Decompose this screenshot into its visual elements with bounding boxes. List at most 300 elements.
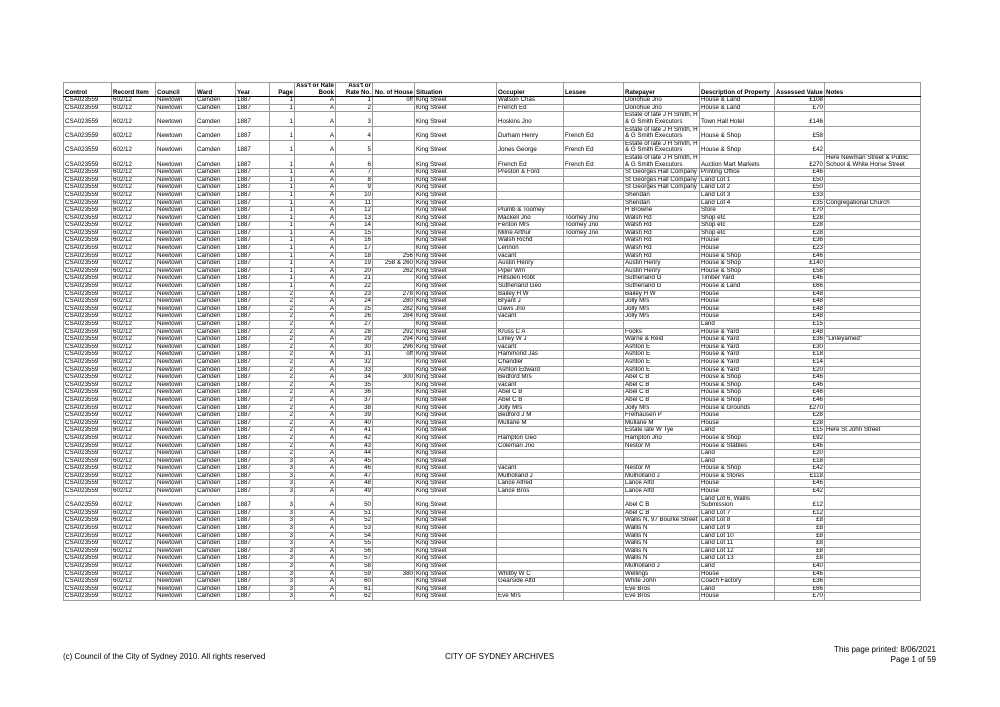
cell-occupier: vacant xyxy=(497,465,564,473)
cell-house-no: 284 xyxy=(373,313,415,321)
cell-house-no xyxy=(373,585,415,593)
cell-ward: Camden xyxy=(196,525,236,533)
cell-ward: Camden xyxy=(196,252,236,260)
cell-rate-book: A xyxy=(295,374,336,382)
cell-assessed-value: £146 xyxy=(775,112,825,126)
table-row xyxy=(64,169,921,177)
cell-council: Newtown xyxy=(156,585,196,593)
cell-control: CSA023559 xyxy=(64,525,112,533)
cell-occupier: Hoskins Jno xyxy=(497,112,564,126)
cell-page: 1 xyxy=(270,191,295,199)
cell-year: 1887 xyxy=(236,260,270,268)
table-row xyxy=(64,381,921,389)
cell-ratepayer: Ashton E xyxy=(624,351,700,359)
cell-control: CSA023559 xyxy=(64,207,112,215)
cell-control: CSA023559 xyxy=(64,313,112,321)
table-row xyxy=(64,434,921,442)
cell-assessed-value: £12 xyxy=(775,495,825,509)
cell-description: Land Lot 9 xyxy=(700,525,775,533)
cell-house-no xyxy=(373,488,415,496)
cell-house-no: 380 xyxy=(373,570,415,578)
cell-house-no xyxy=(373,126,415,140)
cell-year: 1887 xyxy=(236,389,270,397)
cell-situation: King Street xyxy=(415,351,497,359)
cell-control: CSA023559 xyxy=(64,104,112,112)
cell-record-item: 602/12 xyxy=(112,532,156,540)
col-year: Year xyxy=(236,83,270,97)
cell-record-item: 602/12 xyxy=(112,267,156,275)
cell-description: House & Grounds xyxy=(700,404,775,412)
cell-page: 1 xyxy=(270,154,295,168)
cell-year: 1887 xyxy=(236,191,270,199)
cell-year: 1887 xyxy=(236,570,270,578)
cell-ratepayer: Wallis N xyxy=(624,547,700,555)
cell-house-no xyxy=(373,176,415,184)
cell-year: 1887 xyxy=(236,434,270,442)
cell-notes: Congregational Church xyxy=(825,199,921,207)
cell-control: CSA023559 xyxy=(64,97,112,105)
cell-lessee xyxy=(564,578,624,586)
cell-description: House & Shop xyxy=(700,252,775,260)
cell-record-item: 602/12 xyxy=(112,298,156,306)
cell-record-item: 602/12 xyxy=(112,480,156,488)
cell-ward: Camden xyxy=(196,434,236,442)
cell-control: CSA023559 xyxy=(64,336,112,344)
cell-page: 3 xyxy=(270,480,295,488)
table-row xyxy=(64,191,921,199)
cell-assessed-value: £70 xyxy=(775,207,825,215)
cell-notes xyxy=(825,104,921,112)
cell-year: 1887 xyxy=(236,313,270,321)
cell-year: 1887 xyxy=(236,321,270,329)
cell-ratepayer: Jolly Mrs xyxy=(624,305,700,313)
cell-rate-book: A xyxy=(295,252,336,260)
cell-ratepayer: Abel C B xyxy=(624,509,700,517)
cell-rate-no: 54 xyxy=(336,532,373,540)
cell-notes xyxy=(825,229,921,237)
cell-situation: King Street xyxy=(415,585,497,593)
cell-assessed-value: £15 xyxy=(775,321,825,329)
col-control: Control xyxy=(64,83,112,97)
cell-assessed-value: £58 xyxy=(775,126,825,140)
cell-ward: Camden xyxy=(196,140,236,154)
cell-rate-no: 58 xyxy=(336,563,373,571)
cell-council: Newtown xyxy=(156,509,196,517)
cell-year: 1887 xyxy=(236,343,270,351)
cell-rate-book: A xyxy=(295,112,336,126)
cell-notes xyxy=(825,275,921,283)
cell-occupier: Lance Bros xyxy=(497,488,564,496)
cell-description: Land Lot 13 xyxy=(700,555,775,563)
cell-description: House & Shop xyxy=(700,389,775,397)
table-row xyxy=(64,275,921,283)
cell-house-no xyxy=(373,450,415,458)
table-row xyxy=(64,184,921,192)
cell-ratepayer: Walsh Rd xyxy=(624,222,700,230)
col-lessee: Lessee xyxy=(564,83,624,97)
cell-council: Newtown xyxy=(156,328,196,336)
cell-rate-book: A xyxy=(295,104,336,112)
cell-ward: Camden xyxy=(196,313,236,321)
cell-occupier xyxy=(497,495,564,509)
cell-house-no: 292 xyxy=(373,328,415,336)
cell-notes xyxy=(825,245,921,253)
cell-notes xyxy=(825,328,921,336)
cell-situation: King Street xyxy=(415,112,497,126)
table-row xyxy=(64,457,921,465)
col-occupier: Occupier xyxy=(497,83,564,97)
cell-description: House & Stores xyxy=(700,472,775,480)
cell-notes xyxy=(825,457,921,465)
cell-year: 1887 xyxy=(236,336,270,344)
cell-description: House & Shop xyxy=(700,374,775,382)
table-row xyxy=(64,509,921,517)
cell-page: 1 xyxy=(270,184,295,192)
cell-ward: Camden xyxy=(196,267,236,275)
cell-control: CSA023559 xyxy=(64,321,112,329)
cell-occupier: Abel C B xyxy=(497,396,564,404)
cell-situation: King Street xyxy=(415,321,497,329)
cell-record-item: 602/12 xyxy=(112,290,156,298)
cell-council: Newtown xyxy=(156,532,196,540)
cell-occupier: Sutherland Geo xyxy=(497,283,564,291)
cell-ward: Camden xyxy=(196,532,236,540)
cell-lessee xyxy=(564,191,624,199)
cell-rate-book: A xyxy=(295,169,336,177)
cell-situation: King Street xyxy=(415,427,497,435)
cell-situation: King Street xyxy=(415,525,497,533)
cell-ratepayer: Walsh Rd xyxy=(624,237,700,245)
cell-ward: Camden xyxy=(196,465,236,473)
cell-rate-book: A xyxy=(295,199,336,207)
cell-record-item: 602/12 xyxy=(112,222,156,230)
cell-lessee xyxy=(564,495,624,509)
table-row xyxy=(64,260,921,268)
cell-situation: King Street xyxy=(415,283,497,291)
cell-ward: Camden xyxy=(196,283,236,291)
cell-ratepayer: Frelhausen P xyxy=(624,412,700,420)
cell-situation: King Street xyxy=(415,267,497,275)
cell-description: Timber Yard xyxy=(700,275,775,283)
cell-control: CSA023559 xyxy=(64,176,112,184)
cell-situation: King Street xyxy=(415,412,497,420)
cell-house-no: 262 xyxy=(373,267,415,275)
cell-occupier: Linley W J xyxy=(497,336,564,344)
table-row xyxy=(64,389,921,397)
cell-ratepayer: Wellings xyxy=(624,570,700,578)
cell-occupier: French Ed xyxy=(497,104,564,112)
cell-notes xyxy=(825,578,921,586)
cell-occupier: vacant xyxy=(497,343,564,351)
table-row xyxy=(64,154,921,168)
cell-council: Newtown xyxy=(156,112,196,126)
cell-record-item: 602/12 xyxy=(112,97,156,105)
cell-rate-no: 59 xyxy=(336,570,373,578)
cell-ratepayer: Walsh Rd xyxy=(624,214,700,222)
cell-assessed-value: £40 xyxy=(775,563,825,571)
cell-council: Newtown xyxy=(156,126,196,140)
cell-situation: King Street xyxy=(415,472,497,480)
table-row xyxy=(64,555,921,563)
cell-rate-book: A xyxy=(295,313,336,321)
cell-occupier xyxy=(497,585,564,593)
cell-record-item: 602/12 xyxy=(112,381,156,389)
cell-rate-no: 28 xyxy=(336,328,373,336)
cell-ward: Camden xyxy=(196,578,236,586)
cell-page: 2 xyxy=(270,374,295,382)
cell-notes xyxy=(825,555,921,563)
table-row xyxy=(64,104,921,112)
cell-rate-book: A xyxy=(295,532,336,540)
cell-occupier: Lennon xyxy=(497,245,564,253)
cell-ward: Camden xyxy=(196,358,236,366)
cell-lessee xyxy=(564,570,624,578)
cell-rate-no: 41 xyxy=(336,427,373,435)
cell-record-item: 602/12 xyxy=(112,351,156,359)
cell-assessed-value: £270 xyxy=(775,154,825,168)
cell-year: 1887 xyxy=(236,396,270,404)
cell-council: Newtown xyxy=(156,570,196,578)
cell-description: Shop etc xyxy=(700,214,775,222)
cell-year: 1887 xyxy=(236,199,270,207)
cell-council: Newtown xyxy=(156,154,196,168)
cell-ward: Camden xyxy=(196,366,236,374)
cell-lessee xyxy=(564,457,624,465)
cell-notes xyxy=(825,547,921,555)
cell-rate-book: A xyxy=(295,222,336,230)
cell-house-no: 258 & 260 xyxy=(373,260,415,268)
cell-rate-no: 16 xyxy=(336,237,373,245)
cell-page: 2 xyxy=(270,290,295,298)
cell-situation: King Street xyxy=(415,389,497,397)
cell-notes xyxy=(825,283,921,291)
cell-control: CSA023559 xyxy=(64,532,112,540)
cell-assessed-value: £42 xyxy=(775,465,825,473)
cell-page: 3 xyxy=(270,585,295,593)
cell-record-item: 602/12 xyxy=(112,321,156,329)
cell-situation: King Street xyxy=(415,540,497,548)
cell-occupier xyxy=(497,176,564,184)
cell-ward: Camden xyxy=(196,547,236,555)
table-row xyxy=(64,472,921,480)
cell-assessed-value: £36 xyxy=(775,336,825,344)
cell-lessee xyxy=(564,517,624,525)
cell-control: CSA023559 xyxy=(64,298,112,306)
cell-house-no xyxy=(373,427,415,435)
cell-occupier: Mullane M xyxy=(497,419,564,427)
cell-rate-no: 18 xyxy=(336,252,373,260)
cell-assessed-value: £23 xyxy=(775,245,825,253)
cell-description: House xyxy=(700,245,775,253)
cell-occupier: Milne Arthur xyxy=(497,229,564,237)
cell-year: 1887 xyxy=(236,154,270,168)
cell-ratepayer xyxy=(624,457,700,465)
cell-control: CSA023559 xyxy=(64,442,112,450)
cell-control: CSA023559 xyxy=(64,229,112,237)
cell-occupier: Bedford Mrs xyxy=(497,374,564,382)
cell-description: House & Yard xyxy=(700,358,775,366)
cell-control: CSA023559 xyxy=(64,457,112,465)
cell-ratepayer: Lance Alfd xyxy=(624,480,700,488)
cell-assessed-value: £28 xyxy=(775,412,825,420)
cell-assessed-value: £118 xyxy=(775,472,825,480)
cell-lessee xyxy=(564,237,624,245)
cell-rate-book: A xyxy=(295,465,336,473)
cell-lessee xyxy=(564,450,624,458)
cell-house-no xyxy=(373,237,415,245)
cell-ward: Camden xyxy=(196,412,236,420)
cell-ratepayer: Bailey H W xyxy=(624,290,700,298)
cell-council: Newtown xyxy=(156,593,196,601)
cell-page: 1 xyxy=(270,140,295,154)
cell-situation: King Street xyxy=(415,237,497,245)
cell-record-item: 602/12 xyxy=(112,434,156,442)
cell-assessed-value: £108 xyxy=(775,97,825,105)
cell-ward: Camden xyxy=(196,169,236,177)
cell-year: 1887 xyxy=(236,419,270,427)
cell-description: Store xyxy=(700,207,775,215)
cell-page: 2 xyxy=(270,404,295,412)
cell-ward: Camden xyxy=(196,480,236,488)
cell-situation: King Street xyxy=(415,313,497,321)
cell-page: 3 xyxy=(270,547,295,555)
cell-assessed-value: £8 xyxy=(775,540,825,548)
cell-control: CSA023559 xyxy=(64,419,112,427)
cell-house-no xyxy=(373,104,415,112)
cell-occupier: Chandler xyxy=(497,358,564,366)
cell-council: Newtown xyxy=(156,578,196,586)
cell-house-no xyxy=(373,419,415,427)
cell-rate-no: 56 xyxy=(336,547,373,555)
cell-ratepayer: White John xyxy=(624,578,700,586)
cell-assessed-value: £8 xyxy=(775,547,825,555)
cell-situation: King Street xyxy=(415,328,497,336)
cell-rate-book: A xyxy=(295,275,336,283)
table-row xyxy=(64,532,921,540)
cell-description: Land Lot 11 xyxy=(700,540,775,548)
cell-house-no xyxy=(373,517,415,525)
cell-page: 3 xyxy=(270,563,295,571)
cell-rate-no: 13 xyxy=(336,214,373,222)
cell-occupier xyxy=(497,555,564,563)
cell-assessed-value: £42 xyxy=(775,488,825,496)
cell-record-item: 602/12 xyxy=(112,488,156,496)
cell-ward: Camden xyxy=(196,229,236,237)
cell-council: Newtown xyxy=(156,495,196,509)
cell-council: Newtown xyxy=(156,381,196,389)
cell-rate-no: 1 xyxy=(336,97,373,105)
cell-ward: Camden xyxy=(196,517,236,525)
cell-control: CSA023559 xyxy=(64,547,112,555)
cell-house-no: 278 xyxy=(373,290,415,298)
cell-year: 1887 xyxy=(236,517,270,525)
table-row xyxy=(64,97,921,105)
cell-control: CSA023559 xyxy=(64,495,112,509)
cell-house-no xyxy=(373,169,415,177)
cell-rate-no: 12 xyxy=(336,207,373,215)
cell-occupier: Bailey H W xyxy=(497,290,564,298)
cell-assessed-value: £28 xyxy=(775,222,825,230)
cell-lessee xyxy=(564,509,624,517)
cell-rate-book: A xyxy=(295,229,336,237)
cell-lessee xyxy=(564,532,624,540)
cell-rate-no: 5 xyxy=(336,140,373,154)
cell-ward: Camden xyxy=(196,450,236,458)
cell-year: 1887 xyxy=(236,169,270,177)
cell-description: House & Yard xyxy=(700,328,775,336)
cell-house-no xyxy=(373,191,415,199)
cell-lessee xyxy=(564,207,624,215)
cell-notes xyxy=(825,488,921,496)
cell-rate-no: 44 xyxy=(336,450,373,458)
cell-assessed-value: £48 xyxy=(775,298,825,306)
cell-house-no xyxy=(373,465,415,473)
cell-rate-book: A xyxy=(295,593,336,601)
cell-assessed-value: £46 xyxy=(775,381,825,389)
cell-ratepayer: St Georges Hall Company xyxy=(624,184,700,192)
cell-description: House & Shop xyxy=(700,267,775,275)
cell-house-no xyxy=(373,229,415,237)
cell-control: CSA023559 xyxy=(64,389,112,397)
cell-rate-no: 40 xyxy=(336,419,373,427)
cell-notes xyxy=(825,305,921,313)
cell-ward: Camden xyxy=(196,472,236,480)
cell-ratepayer: Sutherland G xyxy=(624,283,700,291)
cell-page: 2 xyxy=(270,366,295,374)
col-page: Page xyxy=(270,83,295,97)
cell-assessed-value: £66 xyxy=(775,585,825,593)
cell-rate-no: 53 xyxy=(336,525,373,533)
cell-year: 1887 xyxy=(236,555,270,563)
cell-council: Newtown xyxy=(156,237,196,245)
cell-rate-no: 51 xyxy=(336,509,373,517)
cell-rate-book: A xyxy=(295,450,336,458)
cell-record-item: 602/12 xyxy=(112,154,156,168)
cell-council: Newtown xyxy=(156,176,196,184)
cell-rate-book: A xyxy=(295,140,336,154)
cell-record-item: 602/12 xyxy=(112,509,156,517)
cell-situation: King Street xyxy=(415,555,497,563)
cell-year: 1887 xyxy=(236,495,270,509)
cell-rate-no: 37 xyxy=(336,396,373,404)
cell-description: Land xyxy=(700,563,775,571)
cell-record-item: 602/12 xyxy=(112,358,156,366)
cell-assessed-value: £70 xyxy=(775,104,825,112)
table-row xyxy=(64,578,921,586)
cell-ratepayer: Ashton E xyxy=(624,358,700,366)
cell-house-no xyxy=(373,540,415,548)
cell-control: CSA023559 xyxy=(64,396,112,404)
cell-council: Newtown xyxy=(156,404,196,412)
cell-occupier: Mulholland J xyxy=(497,472,564,480)
cell-rate-no: 33 xyxy=(336,366,373,374)
cell-rate-no: 38 xyxy=(336,404,373,412)
col-council: Council xyxy=(156,83,196,97)
cell-ward: Camden xyxy=(196,442,236,450)
cell-record-item: 602/12 xyxy=(112,465,156,473)
cell-council: Newtown xyxy=(156,434,196,442)
cell-council: Newtown xyxy=(156,351,196,359)
cell-page: 1 xyxy=(270,207,295,215)
cell-lessee xyxy=(564,366,624,374)
cell-rate-book: A xyxy=(295,563,336,571)
cell-situation: King Street xyxy=(415,214,497,222)
cell-situation: King Street xyxy=(415,191,497,199)
cell-occupier: Piper Wm xyxy=(497,267,564,275)
cell-lessee xyxy=(564,290,624,298)
col-house-no: No. of House xyxy=(373,83,415,97)
cell-description: Town Hall Hotel xyxy=(700,112,775,126)
